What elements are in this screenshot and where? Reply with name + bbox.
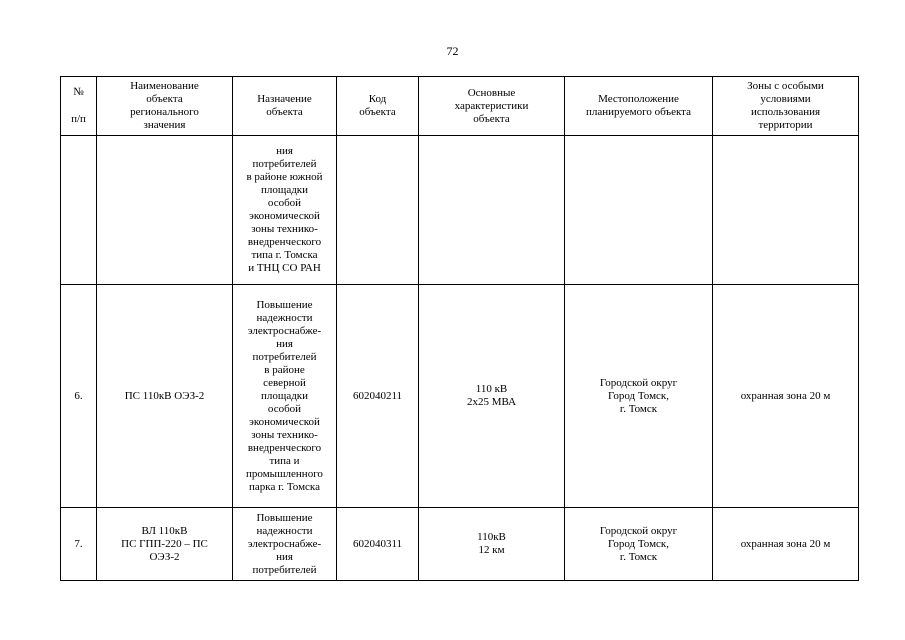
header-code: Код объекта: [337, 77, 419, 136]
header-name: Наименование объекта регионального значения: [97, 77, 233, 136]
cell-name: [97, 136, 233, 285]
cell-name: ВЛ 110кВ ПС ГПП-220 – ПС ОЭЗ-2: [97, 508, 233, 581]
page-number: 72: [446, 44, 459, 58]
cell-zones: охранная зона 20 м: [713, 508, 859, 581]
cell-purpose: Повышение надежности электроснабже- ния потребителей в районе северной площадки особой экономической зоны технико- внедренческого типа и промышленного парка г. Томска: [233, 285, 337, 508]
cell-code: 602040211: [337, 285, 419, 508]
header-num-pp: п/п: [71, 113, 86, 125]
cell-characteristics: [419, 136, 565, 285]
table-header-row: [61, 77, 859, 136]
cell-location: Городской округ Город Томск, г. Томск: [565, 285, 713, 508]
header-num-symbol: №: [73, 86, 84, 98]
header-purpose: Назначение объекта: [233, 77, 337, 136]
cell-code: [337, 136, 419, 285]
cell-num: [61, 136, 97, 285]
cell-location: Городской округ Город Томск, г. Томск: [565, 508, 713, 581]
header-characteristics: Основные характеристики объекта: [419, 77, 565, 136]
cell-characteristics: 110кВ 12 км: [419, 508, 565, 581]
objects-table: [60, 76, 859, 581]
cell-zones: [713, 136, 859, 285]
cell-zones: охранная зона 20 м: [713, 285, 859, 508]
header-location: Местоположение планируемого объекта: [565, 77, 713, 136]
cell-location: [565, 136, 713, 285]
cell-purpose: ния потребителей в районе южной площадки особой экономической зоны технико- внедренческого типа г. Томска и ТНЦ СО РАН: [233, 136, 337, 285]
cell-purpose: Повышение надежности электроснабже- ния потребителей: [233, 508, 337, 581]
header-zones: Зоны с особыми условиями использования территории: [713, 77, 859, 136]
table-row: [61, 285, 859, 508]
header-num: [61, 77, 97, 136]
cell-code: 602040311: [337, 508, 419, 581]
table-row: [61, 136, 859, 285]
cell-num: 6.: [61, 285, 97, 508]
cell-name: ПС 110кВ ОЭЗ-2: [97, 285, 233, 508]
cell-characteristics: 110 кВ 2х25 МВА: [419, 285, 565, 508]
cell-num: 7.: [61, 508, 97, 581]
table-row: [61, 508, 859, 581]
